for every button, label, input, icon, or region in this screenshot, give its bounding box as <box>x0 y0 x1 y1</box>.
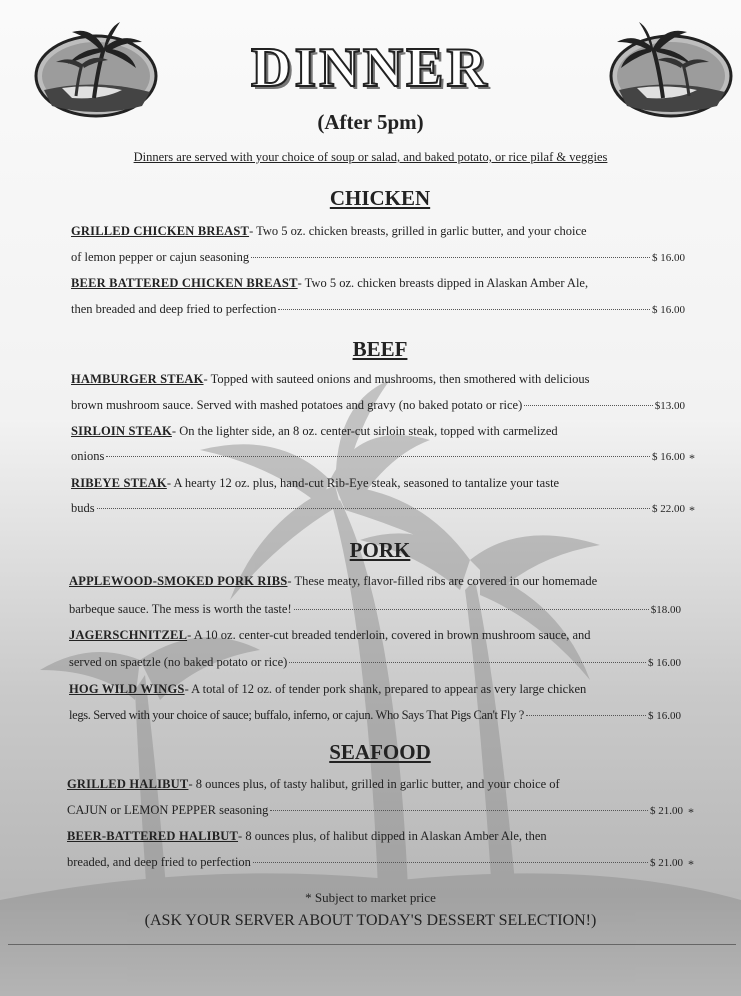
menu-item-price-line <box>71 501 685 516</box>
dot-leader <box>270 810 648 811</box>
dot-leader <box>289 662 646 663</box>
item-name: HOG WILD WINGS <box>69 682 185 696</box>
item-description-cont: of lemon pepper or cajun seasoning <box>71 250 250 264</box>
item-description: - 8 ounces plus, of halibut dipped in Alaskan Amber Ale, then <box>238 829 547 843</box>
item-price: $ 16.00 <box>652 451 685 463</box>
item-name: SIRLOIN STEAK <box>71 424 172 438</box>
item-description: - Topped with sauteed onions and mushrooms, then smothered with delicious <box>203 372 590 386</box>
market-price-star: * <box>689 451 695 465</box>
item-name: GRILLED HALIBUT <box>67 777 189 791</box>
dot-leader <box>253 862 648 863</box>
item-description: - Two 5 oz. chicken breasts dipped in Alaskan Amber Ale, <box>297 276 589 290</box>
item-name: JAGERSCHNITZEL <box>69 628 188 642</box>
market-price-star: * <box>689 503 695 517</box>
menu-subtitle: (After 5pm) <box>317 110 424 134</box>
menu-item-price-line <box>71 449 685 464</box>
dot-leader <box>294 609 649 610</box>
market-price-star: * <box>688 805 694 819</box>
menu-item-desc <box>69 628 649 643</box>
dot-leader <box>524 405 652 406</box>
menu-item-desc <box>71 476 651 491</box>
menu-item-desc <box>67 777 647 792</box>
item-description-cont: breaded, and deep fried to perfection <box>67 855 251 869</box>
menu-item-desc <box>69 682 649 697</box>
section-heading-seafood: SEAFOOD <box>329 740 431 764</box>
item-price: $ 16.00 <box>648 710 681 722</box>
item-description-cont: buds <box>71 501 95 515</box>
item-price: $ 22.00 <box>652 503 685 515</box>
item-description: - A 10 oz. center-cut breaded tenderloin, covered in brown mushroom sauce, and <box>187 628 591 642</box>
dot-leader <box>97 508 650 509</box>
menu-item-desc <box>67 829 647 844</box>
menu-item-price-line <box>71 398 685 413</box>
divider <box>8 944 736 945</box>
market-price-note: * Subject to market price <box>305 890 436 905</box>
item-description-cont: onions <box>71 449 105 463</box>
menu-item-desc <box>71 224 651 239</box>
item-name: APPLEWOOD-SMOKED PORK RIBS <box>69 574 288 588</box>
item-name: GRILLED CHICKEN BREAST <box>71 224 250 238</box>
dot-leader <box>251 257 650 258</box>
item-price: $ 21.00 <box>650 857 683 869</box>
menu-item-price-line <box>67 855 683 870</box>
section-heading-beef: BEEF <box>352 337 408 361</box>
market-price-star: * <box>688 857 694 871</box>
menu-item-desc <box>71 372 651 387</box>
menu-item-price-line <box>71 250 685 265</box>
item-description: - A hearty 12 oz. plus, hand-cut Rib-Eye steak, seasoned to tantalize your taste <box>166 476 560 490</box>
menu-item-desc <box>71 276 651 291</box>
item-description-cont: barbeque sauce. The mess is worth the taste! <box>69 602 292 616</box>
dot-leader <box>278 309 650 310</box>
item-description: - On the lighter side, an 8 oz. center-cut sirloin steak, topped with carmelized <box>171 424 558 438</box>
menu-item-price-line <box>69 602 681 617</box>
item-description-cont: CAJUN or LEMON PEPPER seasoning <box>67 803 269 817</box>
item-description-cont: legs. Served with your choice of sauce; buffalo, inferno, or cajun. Who Says That Pigs Can't Fly ? <box>69 708 525 722</box>
item-description: - A total of 12 oz. of tender pork shank, prepared to appear as very large chicken <box>184 682 587 696</box>
item-description-cont: then breaded and deep fried to perfection <box>71 302 277 316</box>
menu-intro: Dinners are served with your choice of soup or salad, and baked potato, or rice pilaf & veggies <box>133 150 608 164</box>
menu-item-price-line <box>69 708 681 723</box>
item-description: - These meaty, flavor-filled ribs are covered in our homemade <box>287 574 598 588</box>
menu-item-desc <box>69 574 649 589</box>
item-description-cont: served on spaetzle (no baked potato or rice) <box>69 655 288 669</box>
item-name: HAMBURGER STEAK <box>71 372 204 386</box>
item-price: $ 16.00 <box>648 657 681 669</box>
dot-leader <box>106 456 650 457</box>
menu-item-desc <box>71 424 651 439</box>
menu-title: DINNER <box>251 37 490 99</box>
item-price: $ 16.00 <box>652 304 685 316</box>
menu-item-price-line <box>71 302 685 317</box>
item-name: BEER-BATTERED HALIBUT <box>67 829 239 843</box>
item-description: - 8 ounces plus, of tasty halibut, grilled in garlic butter, and your choice of <box>188 777 560 791</box>
item-description-cont: brown mushroom sauce. Served with mashed potatoes and gravy (no baked potato or rice) <box>71 398 523 412</box>
item-description: - Two 5 oz. chicken breasts, grilled in garlic butter, and your choice <box>249 224 587 238</box>
item-price: $13.00 <box>654 400 685 412</box>
item-name: RIBEYE STEAK <box>71 476 167 490</box>
section-heading-chicken: CHICKEN <box>329 186 431 210</box>
item-price: $18.00 <box>650 604 681 616</box>
dot-leader <box>526 715 646 716</box>
item-price: $ 16.00 <box>652 252 685 264</box>
item-name: BEER BATTERED CHICKEN BREAST <box>71 276 298 290</box>
menu-item-price-line <box>67 803 683 818</box>
menu-item-price-line <box>69 655 681 670</box>
item-price: $ 21.00 <box>650 805 683 817</box>
section-heading-pork: PORK <box>349 538 411 562</box>
dessert-note: (ASK YOUR SERVER ABOUT TODAY'S DESSERT SELECTION!) <box>144 912 597 929</box>
